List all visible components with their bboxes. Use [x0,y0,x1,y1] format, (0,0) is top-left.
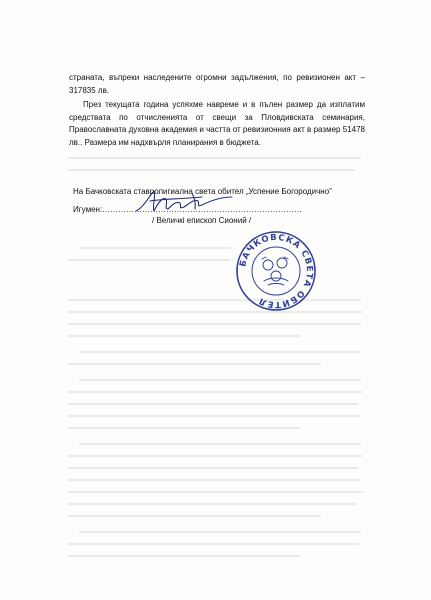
monastery-seal [234,229,318,313]
seal-text: БАЧКОВСКА СВЕТА ОБИТЕЛ [238,232,315,310]
signatory-name: / Величкi епископ Сионий / [152,216,252,225]
signature-dots: ………………………………………………………………… [102,205,303,214]
paragraph-payments: През текущата година успяхме навреме и в пълен размер да изплатим средствата по отчисленията от свещи за Пловдивската семинария, Православната духовна академия и частта от ревизионния акт в размер 51478 лв.. Размера им надхвърля планирания в бюджета. [69,100,365,147]
handwritten-signature [132,187,242,217]
title-label: Игумен: [73,205,103,214]
seal-emblem [262,257,288,285]
signatory-intro: На Бачковската ставропигиална света обител „Успение Богородично” [73,187,332,196]
paragraph-debt: страната, въпреки наследените огромни задължения, по ревизионен акт – 317835 лв. [69,73,365,95]
